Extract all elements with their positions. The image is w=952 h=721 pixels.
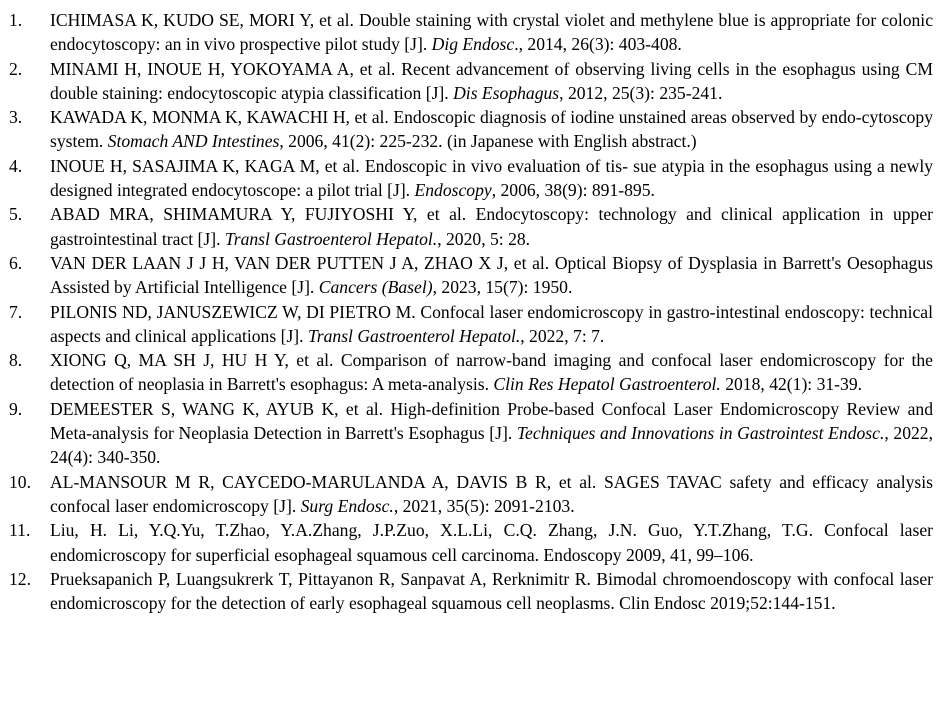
reference-body: KAWADA K, MONMA K, KAWACHI H, et al. Endoscopic diagnosis of iodine unstained areas observed by endo-cytoscopy system. bbox=[50, 107, 933, 152]
reference-item-3 bbox=[0, 105, 952, 154]
reference-body: INOUE H, SASAJIMA K, KAGA M, et al. Endoscopic in vivo evaluation of tis- sue atypia in the esophagus using a newly designed integrated endocytoscope: a pilot trial [J]. bbox=[50, 155, 933, 201]
reference-item-12 bbox=[0, 567, 952, 616]
journal-name: Endoscopy bbox=[414, 180, 492, 201]
journal-name: Clin Res Hepatol Gastroenterol. bbox=[493, 374, 721, 395]
reference-body: MINAMI H, INOUE H, YOKOYAMA A, et al. Recent advancement of observing living cells in the esophagus using CM double staining: endocytoscopic atypia classification [J]. bbox=[50, 58, 933, 103]
reference-citation: , 2022, 7: 7. bbox=[520, 325, 605, 346]
reference-number: 3. bbox=[9, 107, 23, 128]
reference-item-9 bbox=[0, 397, 952, 470]
reference-citation: ., 2014, 26(3): 403-408. bbox=[514, 34, 682, 55]
reference-body: XIONG Q, MA SH J, HU H Y, et al. Comparison of narrow-band imaging and confocal laser endomicroscopy for the detection of neoplasia in Barrett's esophagus: A meta-analysis. bbox=[50, 350, 933, 395]
reference-number: 4. bbox=[9, 155, 23, 176]
reference-item-4 bbox=[0, 154, 952, 203]
reference-item-6 bbox=[0, 251, 952, 300]
reference-body: ICHIMASA K, KUDO SE, MORI Y, et al. Double staining with crystal violet and methylene blue is appropriate for colonic endocytoscopy: an in vivo prospective pilot study [J]. bbox=[50, 10, 933, 55]
reference-body: Prueksapanich P, Luangsukrerk T, Pittayanon R, Sanpavat A, Rerknimitr R. Bimodal chromoendoscopy with confocal laser endomicroscopy for the detection of early esophageal squamous cell neoplasms. Clin Endosc 2019;52:144-151. bbox=[50, 568, 933, 614]
reference-text bbox=[50, 520, 933, 564]
reference-number: 9. bbox=[9, 398, 23, 419]
reference-text bbox=[50, 399, 933, 468]
reference-number: 8. bbox=[9, 350, 23, 371]
reference-citation: , 2022, 24(4): 340-350. bbox=[50, 423, 933, 468]
reference-number: 6. bbox=[9, 252, 23, 273]
reference-body: AL-MANSOUR M R, CAYCEDO-MARULANDA A, DAVIS B R, et al. SAGES TAVAC safety and efficacy analysis confocal laser endomicroscopy [J]. bbox=[50, 471, 933, 516]
reference-item-2 bbox=[0, 57, 952, 106]
reference-body: VAN DER LAAN J J H, VAN DER PUTTEN J A, ZHAO X J, et al. Optical Biopsy of Dysplasia in Barrett's Oesophagus Assisted by Artificial Intelligence [J]. bbox=[50, 252, 933, 298]
reference-text bbox=[50, 253, 933, 297]
journal-name: Dis Esophagus bbox=[453, 82, 560, 103]
reference-item-5 bbox=[0, 202, 952, 251]
reference-citation: , 2006, 38(9): 891-895. bbox=[491, 180, 655, 201]
reference-number: 1. bbox=[9, 10, 23, 30]
reference-citation: , 2023, 15(7): 1950. bbox=[432, 277, 573, 298]
reference-list bbox=[0, 8, 952, 615]
reference-text bbox=[50, 107, 933, 151]
reference-citation: , 2020, 5: 28. bbox=[437, 228, 531, 249]
reference-number: 10. bbox=[9, 471, 31, 492]
reference-body: DEMEESTER S, WANG K, AYUB K, et al. High-definition Probe-based Confocal Laser Endomicroscopy Review and Meta-analysis for Neoplasia Detection in Barrett's Esophagus [J]. bbox=[50, 398, 933, 444]
reference-body: ABAD MRA, SHIMAMURA Y, FUJIYOSHI Y, et al. Endocytoscopy: technology and clinical application in upper gastrointestinal tract [J]. bbox=[50, 204, 933, 249]
journal-name: Techniques and Innovations in Gastrointest Endosc. bbox=[516, 423, 885, 444]
reference-body: PILONIS ND, JANUSZEWICZ W, DI PIETRO M. Confocal laser endomicroscopy in gastro-intestinal endoscopy: technical aspects and clinical applications [J]. bbox=[50, 301, 933, 346]
reference-number: 2. bbox=[9, 58, 23, 79]
journal-name: Cancers (Basel) bbox=[318, 277, 433, 298]
reference-item-8 bbox=[0, 348, 952, 397]
reference-number: 5. bbox=[9, 204, 23, 225]
journal-name: Surg Endosc. bbox=[300, 495, 394, 516]
reference-citation: 2018, 42(1): 31-39. bbox=[720, 374, 863, 395]
reference-text bbox=[50, 472, 933, 516]
reference-text bbox=[50, 350, 933, 394]
reference-item-1 bbox=[0, 8, 952, 57]
reference-citation: , 2012, 25(3): 235-241. bbox=[559, 82, 723, 103]
reference-text bbox=[50, 569, 933, 613]
reference-text bbox=[50, 156, 933, 200]
reference-number: 12. bbox=[9, 568, 31, 589]
reference-item-11 bbox=[0, 518, 952, 567]
reference-item-7 bbox=[0, 300, 952, 349]
reference-number: 7. bbox=[9, 301, 23, 322]
reference-citation: , 2006, 41(2): 225-232. (in Japanese with English abstract.) bbox=[279, 131, 697, 152]
journal-name: Transl Gastroenterol Hepatol. bbox=[224, 228, 438, 249]
reference-body: Liu, H. Li, Y.Q.Yu, T.Zhao, Y.A.Zhang, J.P.Zuo, X.L.Li, C.Q. Zhang, J.N. Guo, Y.T.Zhang, T.G. Confocal laser endomicroscopy for superficial esophageal squamous cell carcinoma. Endoscopy 2009, 41, 99–106. bbox=[50, 520, 933, 565]
reference-text bbox=[50, 10, 933, 54]
reference-citation: , 2021, 35(5): 2091-2103. bbox=[393, 495, 575, 516]
reference-text bbox=[50, 302, 933, 346]
reference-number: 11. bbox=[9, 520, 31, 541]
reference-text bbox=[50, 204, 933, 248]
reference-item-10 bbox=[0, 470, 952, 519]
journal-name: Transl Gastroenterol Hepatol. bbox=[307, 325, 521, 346]
journal-name: Stomach AND Intestines bbox=[107, 131, 280, 152]
reference-text bbox=[50, 59, 933, 103]
journal-name: Dig Endosc bbox=[431, 34, 515, 55]
